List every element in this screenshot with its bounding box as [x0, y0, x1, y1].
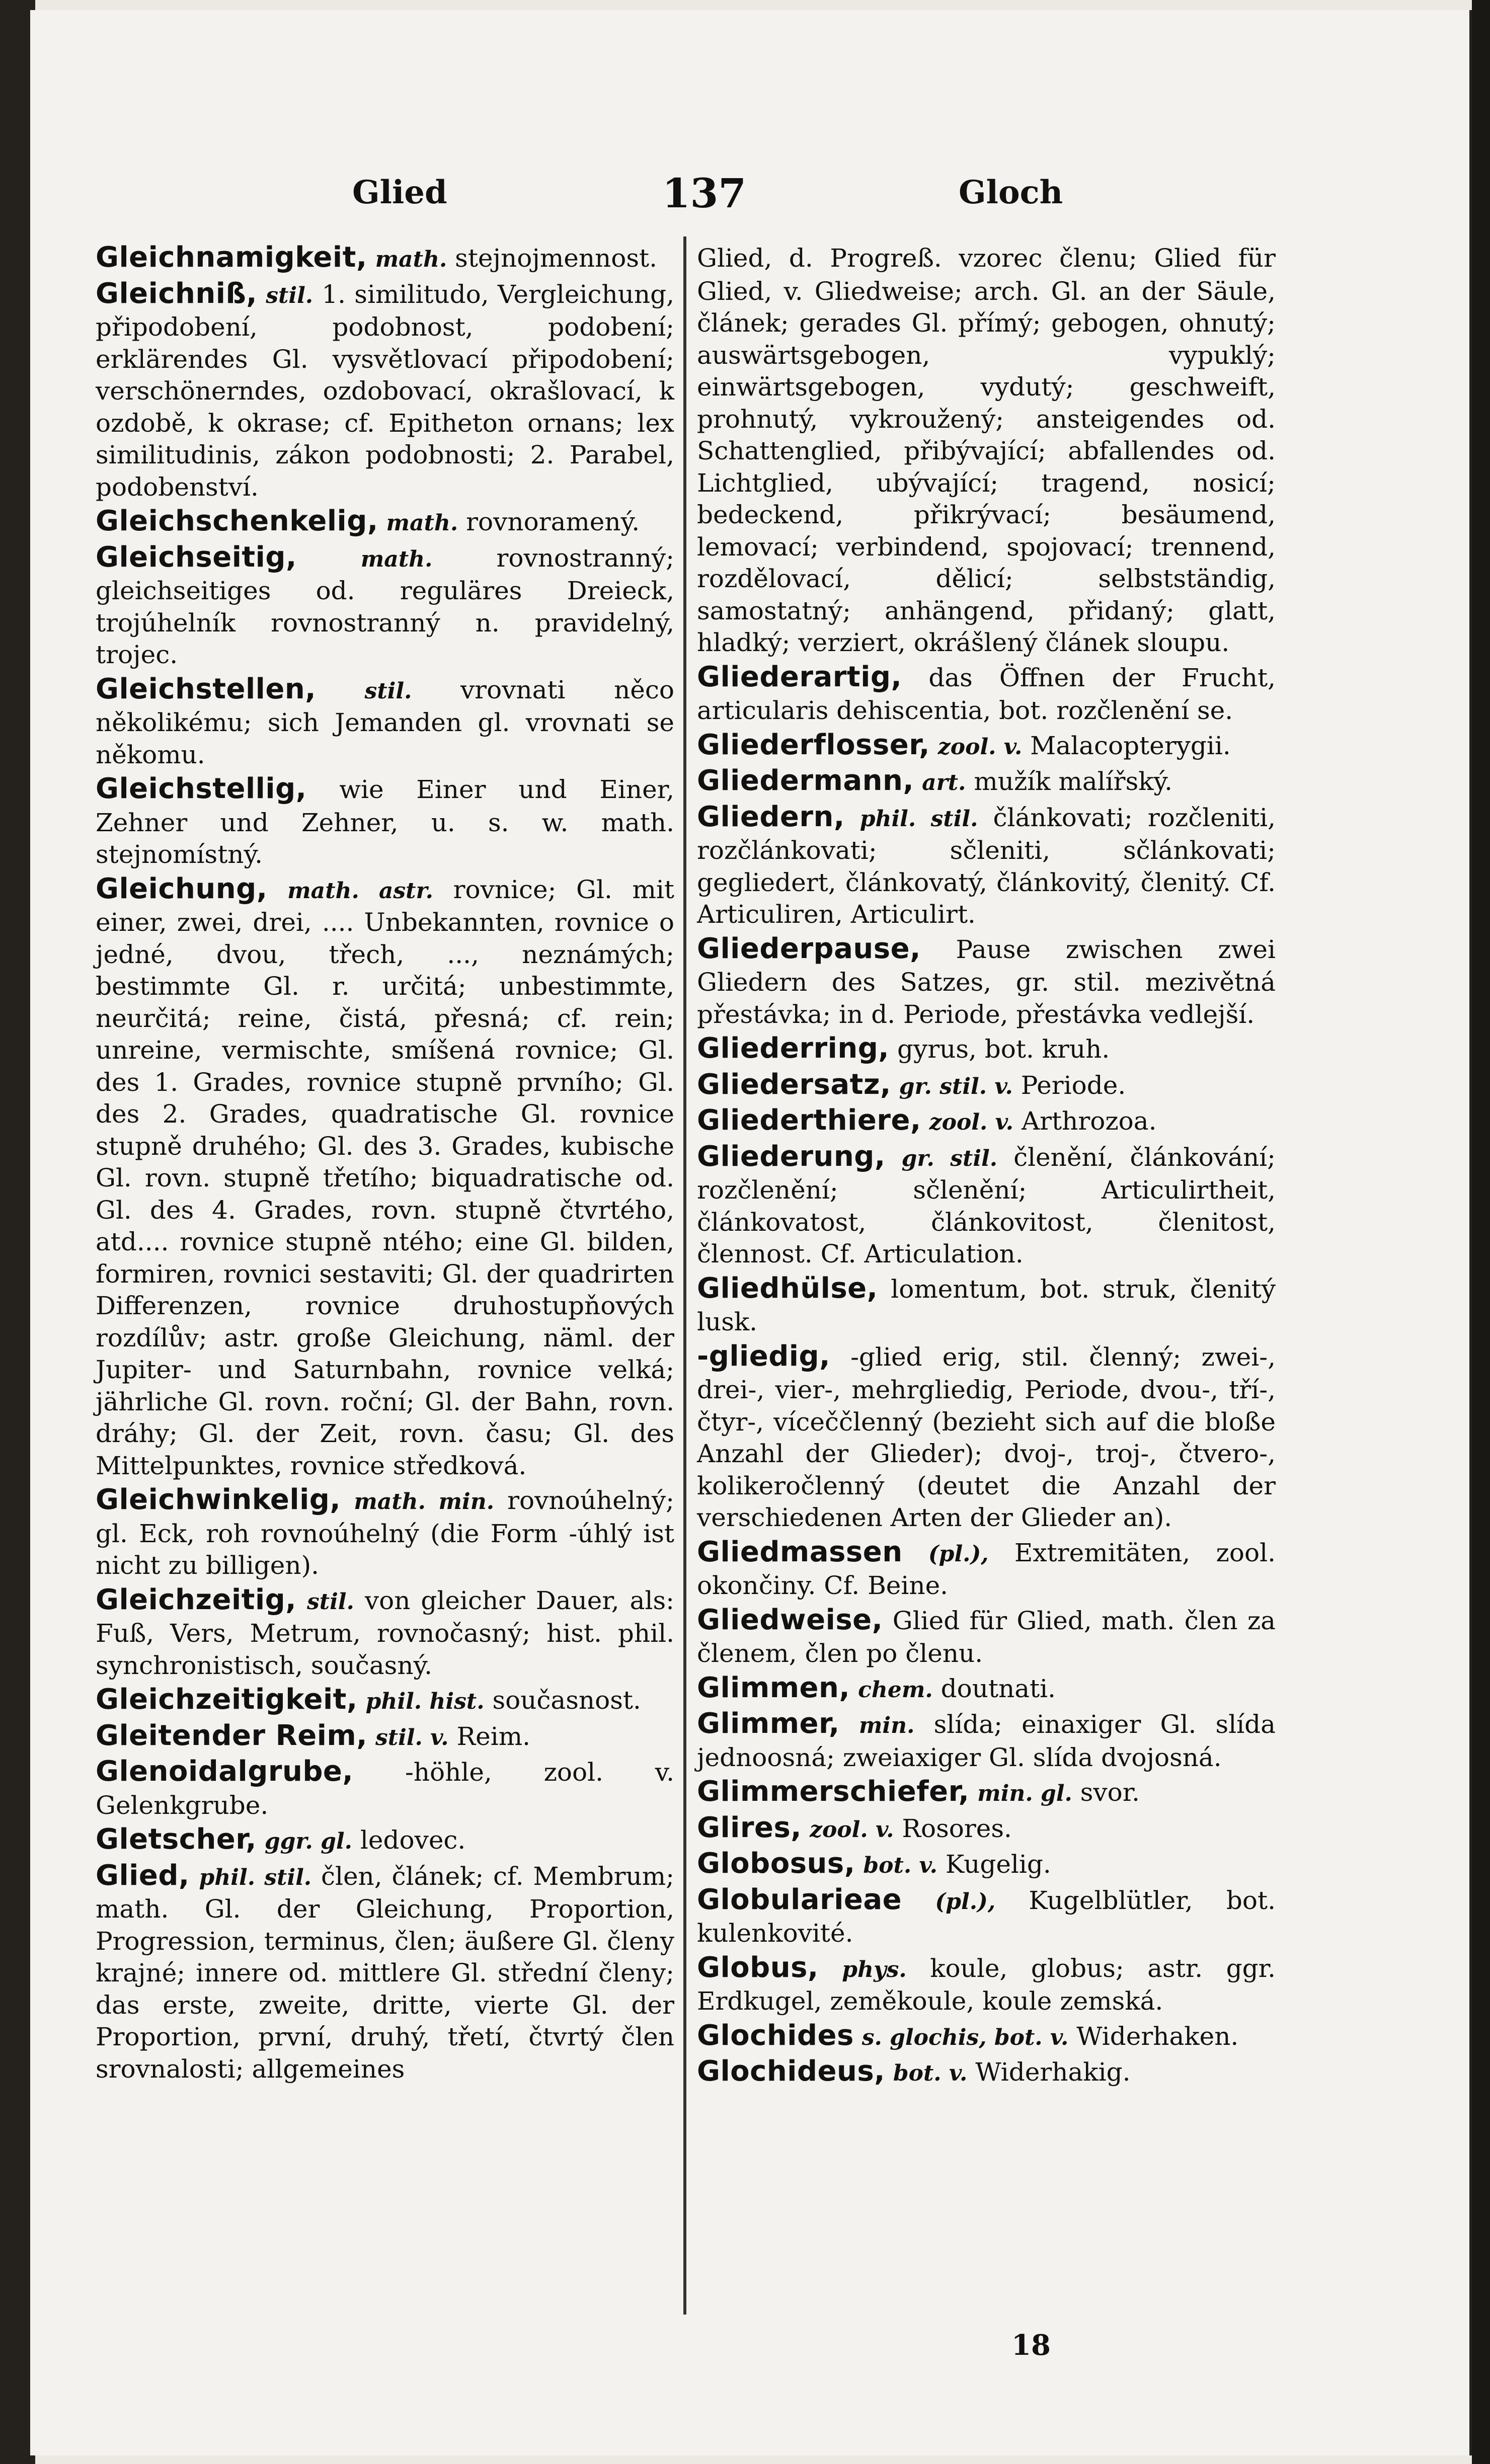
left-column [96, 242, 674, 2087]
entry-definition: vrovnati něco několikému; sich Jemanden gl. vrovnati se někomu. [96, 675, 674, 769]
entry-headword: Gleichwinkelig, [96, 1483, 341, 1516]
entry-definition: Glied für Glied, math. člen za členem, člen po členu. [697, 1606, 1276, 1668]
entry-headword: Gleichung, [96, 872, 268, 905]
entry-field-tag: phil. stil. [859, 806, 978, 832]
entry-definition: článkovati; rozčleniti, rozčlánkovati; sčleniti, sčlánkovati; gegliedert, článkovatý, článkovitý, členitý. Cf. Articuliren, Articulirt. [697, 803, 1276, 929]
entry-headword: Gleichstellen, [96, 672, 316, 705]
dictionary-entry [697, 661, 1276, 727]
entry-headword: Gleichzeitig, [96, 1583, 296, 1616]
entry-headword: Glimmen, [697, 1671, 850, 1704]
entry-definition: Malacopterygii. [1030, 731, 1231, 760]
entry-definition: Arthrozoa. [1022, 1106, 1157, 1136]
dictionary-entry [697, 1273, 1276, 1338]
entry-definition: stejnojmennost. [455, 244, 657, 273]
entry-headword: Glimmerschiefer, [697, 1775, 970, 1808]
entry-headword: Gliedhülse, [697, 1271, 878, 1305]
entry-field-tag: (pl.), [928, 1541, 989, 1567]
dictionary-entry [697, 1141, 1276, 1270]
dictionary-entry [697, 765, 1276, 799]
entry-field-tag: zool. v. [809, 1816, 894, 1843]
entry-headword: Gleichnamigkeit, [96, 241, 367, 274]
dictionary-entry [697, 801, 1276, 931]
entry-definition: Glied, d. Progreß. vzorec členu; Glied für Glied, v. Gliedweise; arch. Gl. an der Säule, článek; gerades Gl. přímý; gebogen, ohnutý; auswärtsgebogen, vypuklý; einwärtsgebogen, vydutý; geschweift, prohnutý, vykroužený; ansteigendes od. Schattenglied, přibývající; abfallendes od. Lichtglied, ubývající; tragend, nosicí; bedeckend, přikrývací; besäumend, lemovací; verbindend, spojovací; trennend, rozdělovací, dělicí; selbstständig, samostatný; anhängend, přidaný; glatt, hladký; verziert, okrášlený článek sloupu. [697, 244, 1276, 657]
entry-field-tag: stil. v. [375, 1724, 449, 1751]
entry-headword: -gliedig, [697, 1339, 830, 1373]
entry-definition: rovnoúhelný; gl. Eck, roh rovnoúhelný (die Form -úhlý ist nicht zu billigen). [96, 1486, 674, 1580]
column-divider [683, 236, 686, 2315]
entry-definition: doutnati. [940, 1674, 1056, 1703]
dictionary-entry [96, 278, 674, 504]
entry-definition: slída; einaxiger Gl. slída jednoosná; zweiaxiger Gl. slída dvojosná. [697, 1710, 1276, 1772]
entry-field-tag: math. [386, 510, 458, 536]
entry-field-tag: math. [360, 546, 433, 572]
dictionary-entry [697, 1672, 1276, 1706]
entry-definition: lomentum, bot. struk, členitý lusk. [697, 1274, 1276, 1336]
dictionary-entry [697, 1536, 1276, 1602]
dictionary-entry [697, 1812, 1276, 1846]
entry-field-tag: bot. v. [863, 1853, 937, 1878]
signature-mark: 18 [1011, 2329, 1051, 2362]
entry-definition: ledovec. [360, 1825, 466, 1855]
entry-field-tag: stil. [307, 1588, 354, 1615]
entry-definition: wie Einer und Einer, Zehner und Zehner, u. s. w. math. stejnomístný. [96, 775, 674, 869]
entry-headword: Gliedweise, [697, 1603, 883, 1636]
entry-definition: současnost. [492, 1686, 641, 1715]
entry-headword: Gleichzeitigkeit, [96, 1683, 358, 1716]
dictionary-entry [96, 1860, 674, 2086]
entry-headword: Glochideus, [697, 2055, 885, 2088]
entry-definition: Kugelig. [945, 1850, 1051, 1879]
entry-definition: -höhle, zool. v. Gelenkgrube. [96, 1758, 674, 1820]
entry-field-tag: min. [858, 1713, 915, 1738]
entry-definition: Kugelblütler, bot. kulenkovité. [697, 1885, 1276, 1948]
entry-definition: svor. [1080, 1778, 1140, 1807]
entry-headword: Gleichschenkelig, [96, 505, 378, 537]
dictionary-entry [697, 1104, 1276, 1139]
dictionary-entry [96, 673, 674, 771]
entry-field-tag: phil. stil. [199, 1864, 312, 1890]
right-column [697, 242, 1276, 2092]
dictionary-entry [697, 729, 1276, 763]
entry-field-tag: ggr. gl. [264, 1829, 352, 1854]
entry-headword: Gliederartig, [697, 660, 902, 693]
entry-definition: Widerhaken. [1076, 2021, 1239, 2051]
dictionary-entry [96, 1720, 674, 1754]
entry-headword: Gliedmassen [697, 1535, 903, 1568]
entry-field-tag: math. min. [354, 1489, 495, 1515]
entry-definition: das Öffnen der Frucht, articularis dehiscentia, bot. rozčlenění se. [697, 663, 1276, 725]
dictionary-entry [96, 541, 674, 671]
dictionary-entry [697, 1604, 1276, 1670]
dictionary-entry [697, 1776, 1276, 1810]
dictionary-entry [697, 2055, 1276, 2090]
entry-headword: Globosus, [697, 1847, 855, 1880]
dictionary-entry [697, 242, 1276, 659]
entry-definition: rovnostranný; gleichseitiges od. reguläres Dreieck, trojúhelník rovnostranný n. pravidelný, trojec. [96, 543, 674, 669]
dictionary-entry [697, 1884, 1276, 1950]
entry-definition: Extremitäten, zool. okončiny. Cf. Beine. [697, 1538, 1276, 1600]
entry-field-tag: zool. v. [937, 734, 1023, 760]
entry-definition: Pause zwischen zwei Gliedern des Satzes, gr. stil. mezivětná přestávka; in d. Periode, přestávka vedlejší. [697, 934, 1276, 1029]
entry-headword: Gliedersatz, [697, 1068, 891, 1101]
entry-field-tag: math. [375, 247, 447, 272]
entry-definition: rovnice; Gl. mit einer, zwei, drei, .... Unbekannten, rovnice o jedné, dvou, třech, ..., neznámých; bestimmte Gl. r. určitá; unbestimmte, neurčitá; reine, čistá, přesná; cf. rein; unreine, vermischte, smíšená rovnice; Gl. des 1. Grades, rovnice stupně prvního; Gl. des 2. Grades, quadratische Gl. rovnice stupně druhého; Gl. des 3. Grades, kubische Gl. rovn. stupně třetího; biquadratische od. Gl. des 4. Grades, rovn. stupně čtvrtého, atd.... rovnice stupně ntého; eine Gl. bilden, formiren, rovnici sestaviti; Gl. der quadrirten Differenzen, rovnice druhostupňových rozdílův; astr. große Gleichung, näml. der Jupiter- und Saturnbahn, rovnice velká; jährliche Gl. rovn. roční; Gl. der Bahn, rovn. dráhy; Gl. der Zeit, rovn. času; Gl. des Mittelpunktes, rovnice středková. [96, 875, 674, 1480]
entry-definition: koule, globus; astr. ggr. Erdkugel, zeměkoule, koule zemská. [697, 1953, 1276, 2016]
entry-field-tag: gr. stil. v. [899, 1073, 1013, 1099]
entry-definition: Reim. [456, 1721, 531, 1751]
entry-field-tag: gr. stil. [901, 1145, 998, 1171]
dictionary-entry [697, 1708, 1276, 1774]
entry-headword: Globularieae [697, 1883, 902, 1916]
entry-headword: Gliederring, [697, 1032, 890, 1065]
page-number: 137 [662, 170, 746, 217]
entry-definition: členění, článkování; rozčlenění; sčlenění; Articulirtheit, článkovatost, článkovitost, členitost, člennost. Cf. Articulation. [697, 1142, 1276, 1268]
entry-headword: Gliederung, [697, 1140, 886, 1173]
entry-definition: člen, článek; cf. Membrum; math. Gl. der Gleichung, Proportion, Progression, terminus, člen; äußere Gl. členy krajné; innere od. mittlere Gl. střední členy; das erste, zweite, dritte, vierte Gl. der Proportion, první, druhý, třetí, čtvrtý člen srovnalosti; allgemeines [96, 1861, 674, 2084]
entry-definition: rovnoramený. [466, 507, 640, 536]
dictionary-entry [697, 1032, 1276, 1067]
entry-field-tag: phil. hist. [365, 1689, 485, 1714]
entry-field-tag: bot. v. [893, 2060, 968, 2086]
dictionary-entry [96, 1756, 674, 1821]
entry-definition: -glied erig, stil. členný; zwei-, drei-, vier-, mehrgliedig, Periode, dvou-, tří-, čtyr-, víceččlenný (bezieht sich auf die bloße Anzahl der Glieder); dvoj-, troj-, čtvero-, kolikeročlenný (deutet die Anzahl der verschiedenen Arten der Glieder an). [697, 1342, 1276, 1532]
entry-headword: Glied, [96, 1859, 190, 1892]
entry-field-tag: (pl.), [935, 1888, 996, 1915]
entry-definition: gyrus, bot. kruh. [897, 1035, 1110, 1064]
header-left-guide-word: Glied [352, 174, 447, 211]
entry-field-tag: chem. [858, 1677, 933, 1703]
dictionary-entry [96, 1484, 674, 1582]
entry-field-tag: stil. [266, 282, 313, 308]
dictionary-entry [697, 1340, 1276, 1534]
dictionary-entry [96, 873, 674, 1482]
entry-definition: Rosores. [902, 1813, 1012, 1843]
header-right-guide-word: Gloch [959, 174, 1063, 211]
entry-definition: Periode. [1021, 1070, 1126, 1100]
book-edge-right [1472, 0, 1490, 2464]
entry-headword: Gleichstellig, [96, 772, 307, 805]
entry-headword: Gleichseitig, [96, 540, 297, 574]
entry-definition: mužík malířský. [974, 767, 1173, 796]
dictionary-entry [96, 242, 674, 276]
entry-headword: Glires, [697, 1811, 802, 1844]
dictionary-entry [697, 1848, 1276, 1882]
entry-headword: Globus, [697, 1951, 819, 1984]
dictionary-entry [697, 2020, 1276, 2054]
entry-headword: Gleitender Reim, [96, 1719, 368, 1752]
entry-headword: Gletscher, [96, 1823, 257, 1856]
entry-field-tag: stil. [364, 678, 412, 704]
entry-field-tag: phys. [842, 1956, 907, 1982]
entry-field-tag: min. gl. [977, 1781, 1072, 1806]
entry-headword: Gleichniß, [96, 277, 258, 310]
entry-headword: Gliederthiere, [697, 1104, 921, 1137]
entry-headword: Gliedern, [697, 800, 845, 833]
dictionary-entry [697, 1952, 1276, 2018]
entry-headword: Gliedermann, [697, 764, 914, 797]
dictionary-entry [96, 773, 674, 871]
entry-headword: Gliederflosser, [697, 728, 930, 761]
entry-field-tag: s. glochis, bot. v. [861, 2024, 1069, 2050]
entry-headword: Glochides [697, 2019, 854, 2052]
dictionary-entry [697, 1069, 1276, 1103]
entry-headword: Glimmer, [697, 1707, 840, 1740]
entry-field-tag: zool. v. [929, 1109, 1014, 1135]
dictionary-entry [697, 933, 1276, 1031]
entry-definition: 1. similitudo, Vergleichung, připodobení, podobnost, podobení; erklärendes Gl. vysvětlovací připodobení; verschönerndes, ozdobovací, okrašlovací, k ozdobě, k okrase; cf. Epitheton ornans; lex similitudinis, zákon podobnosti; 2. Parabel, podobenství. [96, 279, 674, 502]
entry-headword: Gliederpause, [697, 932, 921, 965]
entry-definition: von gleicher Dauer, als: Fuß, Vers, Metrum, rovnočasný; hist. phil. synchronistisch, současný. [96, 1585, 674, 1680]
entry-field-tag: math. astr. [287, 878, 433, 904]
dictionary-entry [96, 1684, 674, 1718]
running-header [0, 170, 1490, 234]
dictionary-entry [96, 1823, 674, 1858]
dictionary-entry [96, 505, 674, 539]
dictionary-entry [96, 1584, 674, 1682]
entry-headword: Glenoidalgrube, [96, 1755, 354, 1788]
entry-definition: Widerhakig. [975, 2057, 1131, 2087]
entry-field-tag: art. [922, 770, 966, 796]
